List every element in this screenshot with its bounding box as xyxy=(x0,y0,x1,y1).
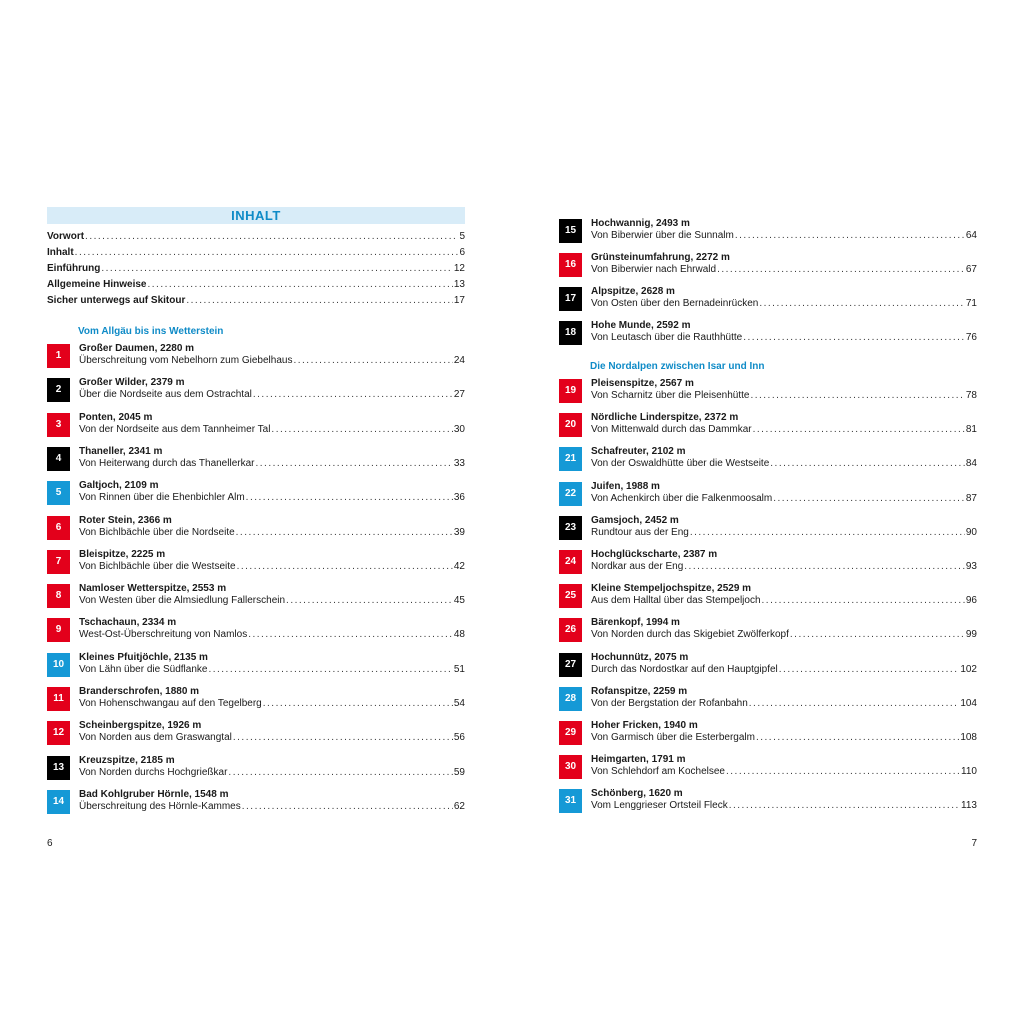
tour-number-badge: 26 xyxy=(559,618,582,642)
tour-entry xyxy=(47,756,465,783)
tour-entry xyxy=(47,447,465,474)
tour-number-badge: 8 xyxy=(47,584,70,608)
tour-page: 42 xyxy=(453,560,465,572)
tour-text xyxy=(79,549,465,573)
leader-dots xyxy=(186,293,453,309)
tour-number-badge: 20 xyxy=(559,413,582,437)
tour-title: Bärenkopf, 1994 m xyxy=(591,617,680,629)
tour-number-badge: 7 xyxy=(47,550,70,574)
toc-entry-page: 12 xyxy=(453,263,465,274)
tour-page: 87 xyxy=(965,492,977,504)
toc-entry-page: 6 xyxy=(459,247,465,258)
toc-entry xyxy=(47,245,465,261)
tour-number-badge: 19 xyxy=(559,379,582,403)
tour-entry xyxy=(47,413,465,440)
tour-description xyxy=(79,492,465,504)
tour-page: 113 xyxy=(961,800,977,812)
tour-text xyxy=(79,515,465,539)
tour-route: Durch das Nordostkar auf den Hauptgipfel xyxy=(591,663,778,675)
leader-dots xyxy=(684,561,965,573)
tour-entry xyxy=(47,584,465,611)
leader-dots xyxy=(248,629,453,641)
toc-entry xyxy=(47,229,465,245)
leader-dots xyxy=(749,698,960,710)
tour-page: 27 xyxy=(453,389,465,401)
tour-title: Hohe Munde, 2592 m xyxy=(591,320,691,331)
tour-title: Nördliche Linderspitze, 2372 m xyxy=(591,412,739,424)
tour-entry xyxy=(47,721,465,748)
tour-title: Schafreuter, 2102 m xyxy=(591,446,686,458)
tour-description xyxy=(591,698,977,710)
tour-text xyxy=(591,754,977,778)
tour-entry xyxy=(47,618,465,645)
tour-description xyxy=(79,767,465,779)
leader-dots xyxy=(779,664,960,676)
tour-page: 76 xyxy=(965,332,977,343)
tour-entry xyxy=(47,516,465,543)
tour-title: Rofanspitze, 2259 m xyxy=(591,685,688,697)
tour-entry xyxy=(559,584,977,611)
tour-description xyxy=(591,800,977,812)
tour-description xyxy=(591,732,977,744)
leader-dots xyxy=(717,264,965,276)
tour-description xyxy=(79,355,465,367)
leader-dots xyxy=(735,230,965,242)
tour-title: Hochunnütz, 2075 m xyxy=(591,651,689,663)
tour-title: Juifen, 1988 m xyxy=(591,480,660,492)
tour-route: Überschreitung des Hörnle-Kammes xyxy=(79,800,241,812)
tour-number-badge: 3 xyxy=(47,413,70,437)
tour-text xyxy=(591,378,977,402)
tour-text xyxy=(591,412,977,436)
toc-entry-page: 17 xyxy=(453,295,465,306)
tour-title: Kleines Pfuitjöchle, 2135 m xyxy=(79,651,208,663)
leader-dots xyxy=(253,389,453,401)
tour-title: Pleisenspitze, 2567 m xyxy=(591,378,694,389)
tour-title: Thaneller, 2341 m xyxy=(79,445,163,457)
leader-dots xyxy=(236,527,453,539)
tour-number-badge: 21 xyxy=(559,447,582,471)
tour-entry xyxy=(559,618,977,645)
tour-page: 90 xyxy=(965,526,977,538)
tour-route: Von Rinnen über die Ehenbichler Alm xyxy=(79,492,245,504)
tour-text xyxy=(79,617,465,641)
tour-route: Über die Nordseite aus dem Ostrachtal xyxy=(79,389,252,401)
leader-dots xyxy=(759,298,965,310)
tour-text xyxy=(591,446,977,470)
tour-number-badge: 23 xyxy=(559,516,582,540)
leader-dots xyxy=(271,424,452,436)
tour-number-badge: 10 xyxy=(47,653,70,677)
tour-number-badge: 25 xyxy=(559,584,582,608)
tour-number-badge: 22 xyxy=(559,482,582,506)
tour-entry xyxy=(559,516,977,543)
tour-description xyxy=(591,527,977,539)
leader-dots xyxy=(762,595,965,607)
section-heading-allgaeu: Vom Allgäu bis ins Wetterstein xyxy=(78,326,224,337)
tour-number-badge: 11 xyxy=(47,687,70,711)
tour-title: Hoher Fricken, 1940 m xyxy=(591,720,698,731)
toc-title-bar xyxy=(47,207,465,224)
tour-text xyxy=(79,652,465,676)
tour-description xyxy=(79,527,465,539)
tour-description xyxy=(591,561,977,573)
tour-text xyxy=(591,720,977,744)
tour-entry xyxy=(559,379,977,406)
tour-description xyxy=(591,664,977,676)
tour-number-badge: 31 xyxy=(559,789,582,813)
tour-title: Kleine Stempeljochspitze, 2529 m xyxy=(591,583,752,595)
tour-description xyxy=(591,390,977,402)
tour-entry xyxy=(559,482,977,509)
tour-route: Nordkar aus der Eng xyxy=(591,561,684,572)
tour-route: Von Norden aus dem Graswangtal xyxy=(79,732,232,744)
leader-dots xyxy=(790,629,965,641)
leader-dots xyxy=(729,800,960,812)
tour-number-badge: 9 xyxy=(47,618,70,642)
tour-entry xyxy=(559,755,977,782)
tour-route: Aus dem Halltal über das Stempeljoch xyxy=(591,595,761,607)
tour-page: 64 xyxy=(965,230,977,241)
tour-page: 59 xyxy=(453,766,465,778)
tour-route: West-Ost-Überschreitung von Namlos xyxy=(79,629,248,641)
tour-number-badge: 1 xyxy=(47,344,70,368)
tour-description xyxy=(591,298,977,310)
tour-number-badge: 13 xyxy=(47,756,70,780)
tour-text xyxy=(591,652,977,676)
tour-page: 93 xyxy=(965,561,977,572)
tour-text xyxy=(79,343,465,367)
tour-text xyxy=(79,686,465,710)
tour-text xyxy=(591,252,977,276)
tour-description xyxy=(591,332,977,344)
leader-dots xyxy=(750,390,964,402)
tour-text xyxy=(79,480,465,504)
tour-route: Von Osten über den Bernadeinrücken xyxy=(591,298,759,309)
tour-text xyxy=(79,377,465,401)
toc-entry-label: Inhalt xyxy=(47,247,74,258)
tour-page: 33 xyxy=(453,457,465,469)
tour-title: Namloser Wetterspitze, 2553 m xyxy=(79,583,227,595)
tour-title: Bleispitze, 2225 m xyxy=(79,548,166,560)
leader-dots xyxy=(246,492,453,504)
tour-description xyxy=(79,389,465,401)
tour-title: Hochwannig, 2493 m xyxy=(591,218,690,229)
tour-text xyxy=(591,686,977,710)
tour-route: Von Mittenwald durch das Dammkar xyxy=(591,424,752,436)
leader-dots xyxy=(726,766,960,778)
leader-dots xyxy=(237,561,453,573)
toc-entry xyxy=(47,277,465,293)
toc-entry-label: Sicher unterwegs auf Skitour xyxy=(47,295,186,306)
leader-dots xyxy=(773,493,965,505)
tour-description xyxy=(591,493,977,505)
tour-route: Von Biberwier nach Ehrwald xyxy=(591,264,717,275)
leader-dots xyxy=(147,277,452,293)
tour-entry xyxy=(47,550,465,577)
leader-dots xyxy=(228,767,452,779)
toc-entry xyxy=(47,261,465,277)
tour-entry xyxy=(559,253,977,280)
tour-description xyxy=(79,458,465,470)
tour-page: 36 xyxy=(453,492,465,504)
tour-page: 108 xyxy=(960,732,977,743)
tour-text xyxy=(591,218,977,242)
tour-text xyxy=(79,583,465,607)
tour-route: Von der Nordseite aus dem Tannheimer Tal xyxy=(79,423,271,435)
leader-dots xyxy=(770,458,965,470)
leader-dots xyxy=(255,458,452,470)
tour-entry xyxy=(559,321,977,348)
tour-entry xyxy=(47,378,465,405)
tour-page: 48 xyxy=(453,629,465,641)
right-page xyxy=(559,0,977,1024)
tour-page: 54 xyxy=(453,698,465,709)
tour-number-badge: 29 xyxy=(559,721,582,745)
tour-route: Von Achenkirch über die Falkenmoosalm xyxy=(591,492,773,504)
tour-number-badge: 16 xyxy=(559,253,582,277)
tour-title: Galtjoch, 2109 m xyxy=(79,480,159,492)
tour-route: Von Garmisch über die Esterbergalm xyxy=(591,732,755,743)
tour-route: Von Hohenschwangau auf den Tegelberg xyxy=(79,698,262,709)
tour-description xyxy=(79,629,465,641)
tour-page: 102 xyxy=(960,663,977,675)
left-page xyxy=(47,0,465,1024)
tour-page: 24 xyxy=(453,355,465,366)
leader-dots xyxy=(690,527,965,539)
tour-description xyxy=(79,664,465,676)
leader-dots xyxy=(743,332,965,344)
tour-route: Von der Oswaldhütte über die Westseite xyxy=(591,458,770,470)
tour-text xyxy=(79,412,465,436)
toc-entry-label: Vorwort xyxy=(47,231,85,242)
toc-entry-page: 13 xyxy=(453,279,465,290)
tour-route: Vom Lenggrieser Ortsteil Fleck xyxy=(591,800,728,812)
tour-route: Rundtour aus der Eng xyxy=(591,526,689,538)
tour-page: 99 xyxy=(965,629,977,641)
tour-entry xyxy=(559,287,977,314)
leader-dots xyxy=(101,261,453,277)
tour-text xyxy=(591,549,977,573)
tour-description xyxy=(591,629,977,641)
tour-text xyxy=(591,583,977,607)
toc-entry-label: Einführung xyxy=(47,263,101,274)
tour-entry xyxy=(559,721,977,748)
tour-description xyxy=(79,698,465,710)
tour-route: Von Leutasch über die Rauthhütte xyxy=(591,332,743,343)
tour-text xyxy=(591,788,977,812)
tour-text xyxy=(591,515,977,539)
tour-number-badge: 6 xyxy=(47,516,70,540)
leader-dots xyxy=(756,732,959,744)
tour-title: Hochglückscharte, 2387 m xyxy=(591,549,718,560)
tour-title: Tschachaun, 2334 m xyxy=(79,617,177,629)
tour-route: Von Schlehdorf am Kochelsee xyxy=(591,766,725,778)
tour-number-badge: 27 xyxy=(559,653,582,677)
tour-entry xyxy=(47,653,465,680)
tour-title: Ponten, 2045 m xyxy=(79,411,153,423)
tour-page: 62 xyxy=(453,800,465,812)
tour-title: Großer Daumen, 2280 m xyxy=(79,343,195,354)
tour-text xyxy=(591,286,977,310)
tour-title: Gamsjoch, 2452 m xyxy=(591,514,679,526)
tour-description xyxy=(79,801,465,813)
leader-dots xyxy=(263,698,453,710)
tour-description xyxy=(79,424,465,436)
tour-page: 96 xyxy=(965,595,977,607)
tour-description xyxy=(79,561,465,573)
tour-description xyxy=(591,766,977,778)
tour-route: Von Heiterwang durch das Thanellerkar xyxy=(79,457,255,469)
toc-title: INHALT xyxy=(231,208,281,223)
leader-dots xyxy=(85,229,458,245)
tour-text xyxy=(79,789,465,813)
tour-description xyxy=(591,595,977,607)
tour-description xyxy=(591,458,977,470)
tour-number-badge: 12 xyxy=(47,721,70,745)
tour-text xyxy=(79,446,465,470)
section-heading-nordalpen: Die Nordalpen zwischen Isar und Inn xyxy=(590,361,765,372)
tour-route: Von Lähn über die Südflanke xyxy=(79,663,208,675)
tour-page: 67 xyxy=(965,264,977,275)
tour-route: Von Bichlbächle über die Westseite xyxy=(79,560,236,572)
tour-description xyxy=(591,264,977,276)
tour-description xyxy=(591,230,977,242)
tour-title: Roter Stein, 2366 m xyxy=(79,514,172,526)
tour-text xyxy=(591,617,977,641)
tour-number-badge: 4 xyxy=(47,447,70,471)
tour-title: Schönberg, 1620 m xyxy=(591,788,683,800)
tour-number-badge: 5 xyxy=(47,481,70,505)
tour-entry xyxy=(47,481,465,508)
tour-route: Von Norden durchs Hochgrießkar xyxy=(79,766,228,778)
tour-entry xyxy=(559,687,977,714)
tour-route: Von Scharnitz über die Pleisenhütte xyxy=(591,390,750,401)
tour-title: Heimgarten, 1791 m xyxy=(591,754,686,766)
tour-page: 78 xyxy=(965,390,977,401)
page-number-left: 6 xyxy=(47,838,53,849)
tour-entry xyxy=(47,344,465,371)
tour-page: 71 xyxy=(965,298,977,309)
tour-number-badge: 30 xyxy=(559,755,582,779)
tour-title: Branderschrofen, 1880 m xyxy=(79,686,200,697)
tour-page: 81 xyxy=(965,424,977,436)
tour-description xyxy=(79,595,465,607)
toc-entry-label: Allgemeine Hinweise xyxy=(47,279,147,290)
tour-title: Grünsteinumfahrung, 2272 m xyxy=(591,252,730,263)
tour-title: Scheinbergspitze, 1926 m xyxy=(79,720,202,732)
tour-route: Von Biberwier über die Sunnalm xyxy=(591,230,734,241)
tour-entry xyxy=(47,790,465,817)
tour-text xyxy=(79,755,465,779)
tour-page: 84 xyxy=(965,458,977,470)
tour-page: 39 xyxy=(453,526,465,538)
toc-entry xyxy=(47,293,465,309)
tour-route: Von Norden durch das Skigebiet Zwölferkopf xyxy=(591,629,789,641)
tour-route: Von der Bergstation der Rofanbahn xyxy=(591,697,748,709)
tour-entry xyxy=(559,413,977,440)
tour-page: 30 xyxy=(453,423,465,435)
leader-dots xyxy=(208,664,452,676)
toc-entry-page: 5 xyxy=(459,231,465,242)
tour-page: 51 xyxy=(453,663,465,675)
tour-route: Von Bichlbächle über die Nordseite xyxy=(79,526,235,538)
tour-title: Bad Kohlgruber Hörnle, 1548 m xyxy=(79,788,229,800)
tour-number-badge: 28 xyxy=(559,687,582,711)
tour-entry xyxy=(559,789,977,816)
leader-dots xyxy=(233,732,453,744)
tour-page: 104 xyxy=(960,697,977,709)
tour-entry xyxy=(47,687,465,714)
tour-text xyxy=(591,320,977,344)
tour-number-badge: 24 xyxy=(559,550,582,574)
tour-title: Großer Wilder, 2379 m xyxy=(79,377,185,389)
tour-entry xyxy=(559,447,977,474)
leader-dots xyxy=(75,245,459,261)
tour-title: Kreuzspitze, 2185 m xyxy=(79,754,175,766)
tour-entry xyxy=(559,550,977,577)
tour-route: Von Westen über die Almsiedlung Fallerschein xyxy=(79,595,286,607)
tour-number-badge: 18 xyxy=(559,321,582,345)
tour-description xyxy=(79,732,465,744)
tour-page: 110 xyxy=(961,766,977,778)
tour-entry xyxy=(559,219,977,246)
tour-number-badge: 17 xyxy=(559,287,582,311)
leader-dots xyxy=(753,424,965,436)
tour-page: 45 xyxy=(453,595,465,607)
tour-page: 56 xyxy=(453,732,465,744)
tour-number-badge: 14 xyxy=(47,790,70,814)
tour-number-badge: 2 xyxy=(47,378,70,402)
tour-title: Alpspitze, 2628 m xyxy=(591,286,675,297)
tour-text xyxy=(79,720,465,744)
tour-route: Überschreitung vom Nebelhorn zum Giebelhaus xyxy=(79,355,293,366)
front-matter-list xyxy=(47,229,465,309)
leader-dots xyxy=(242,801,453,813)
leader-dots xyxy=(286,595,453,607)
leader-dots xyxy=(293,355,452,367)
tour-entry xyxy=(559,653,977,680)
tour-description xyxy=(591,424,977,436)
page-number-right: 7 xyxy=(971,838,977,849)
tour-text xyxy=(591,481,977,505)
tour-number-badge: 15 xyxy=(559,219,582,243)
